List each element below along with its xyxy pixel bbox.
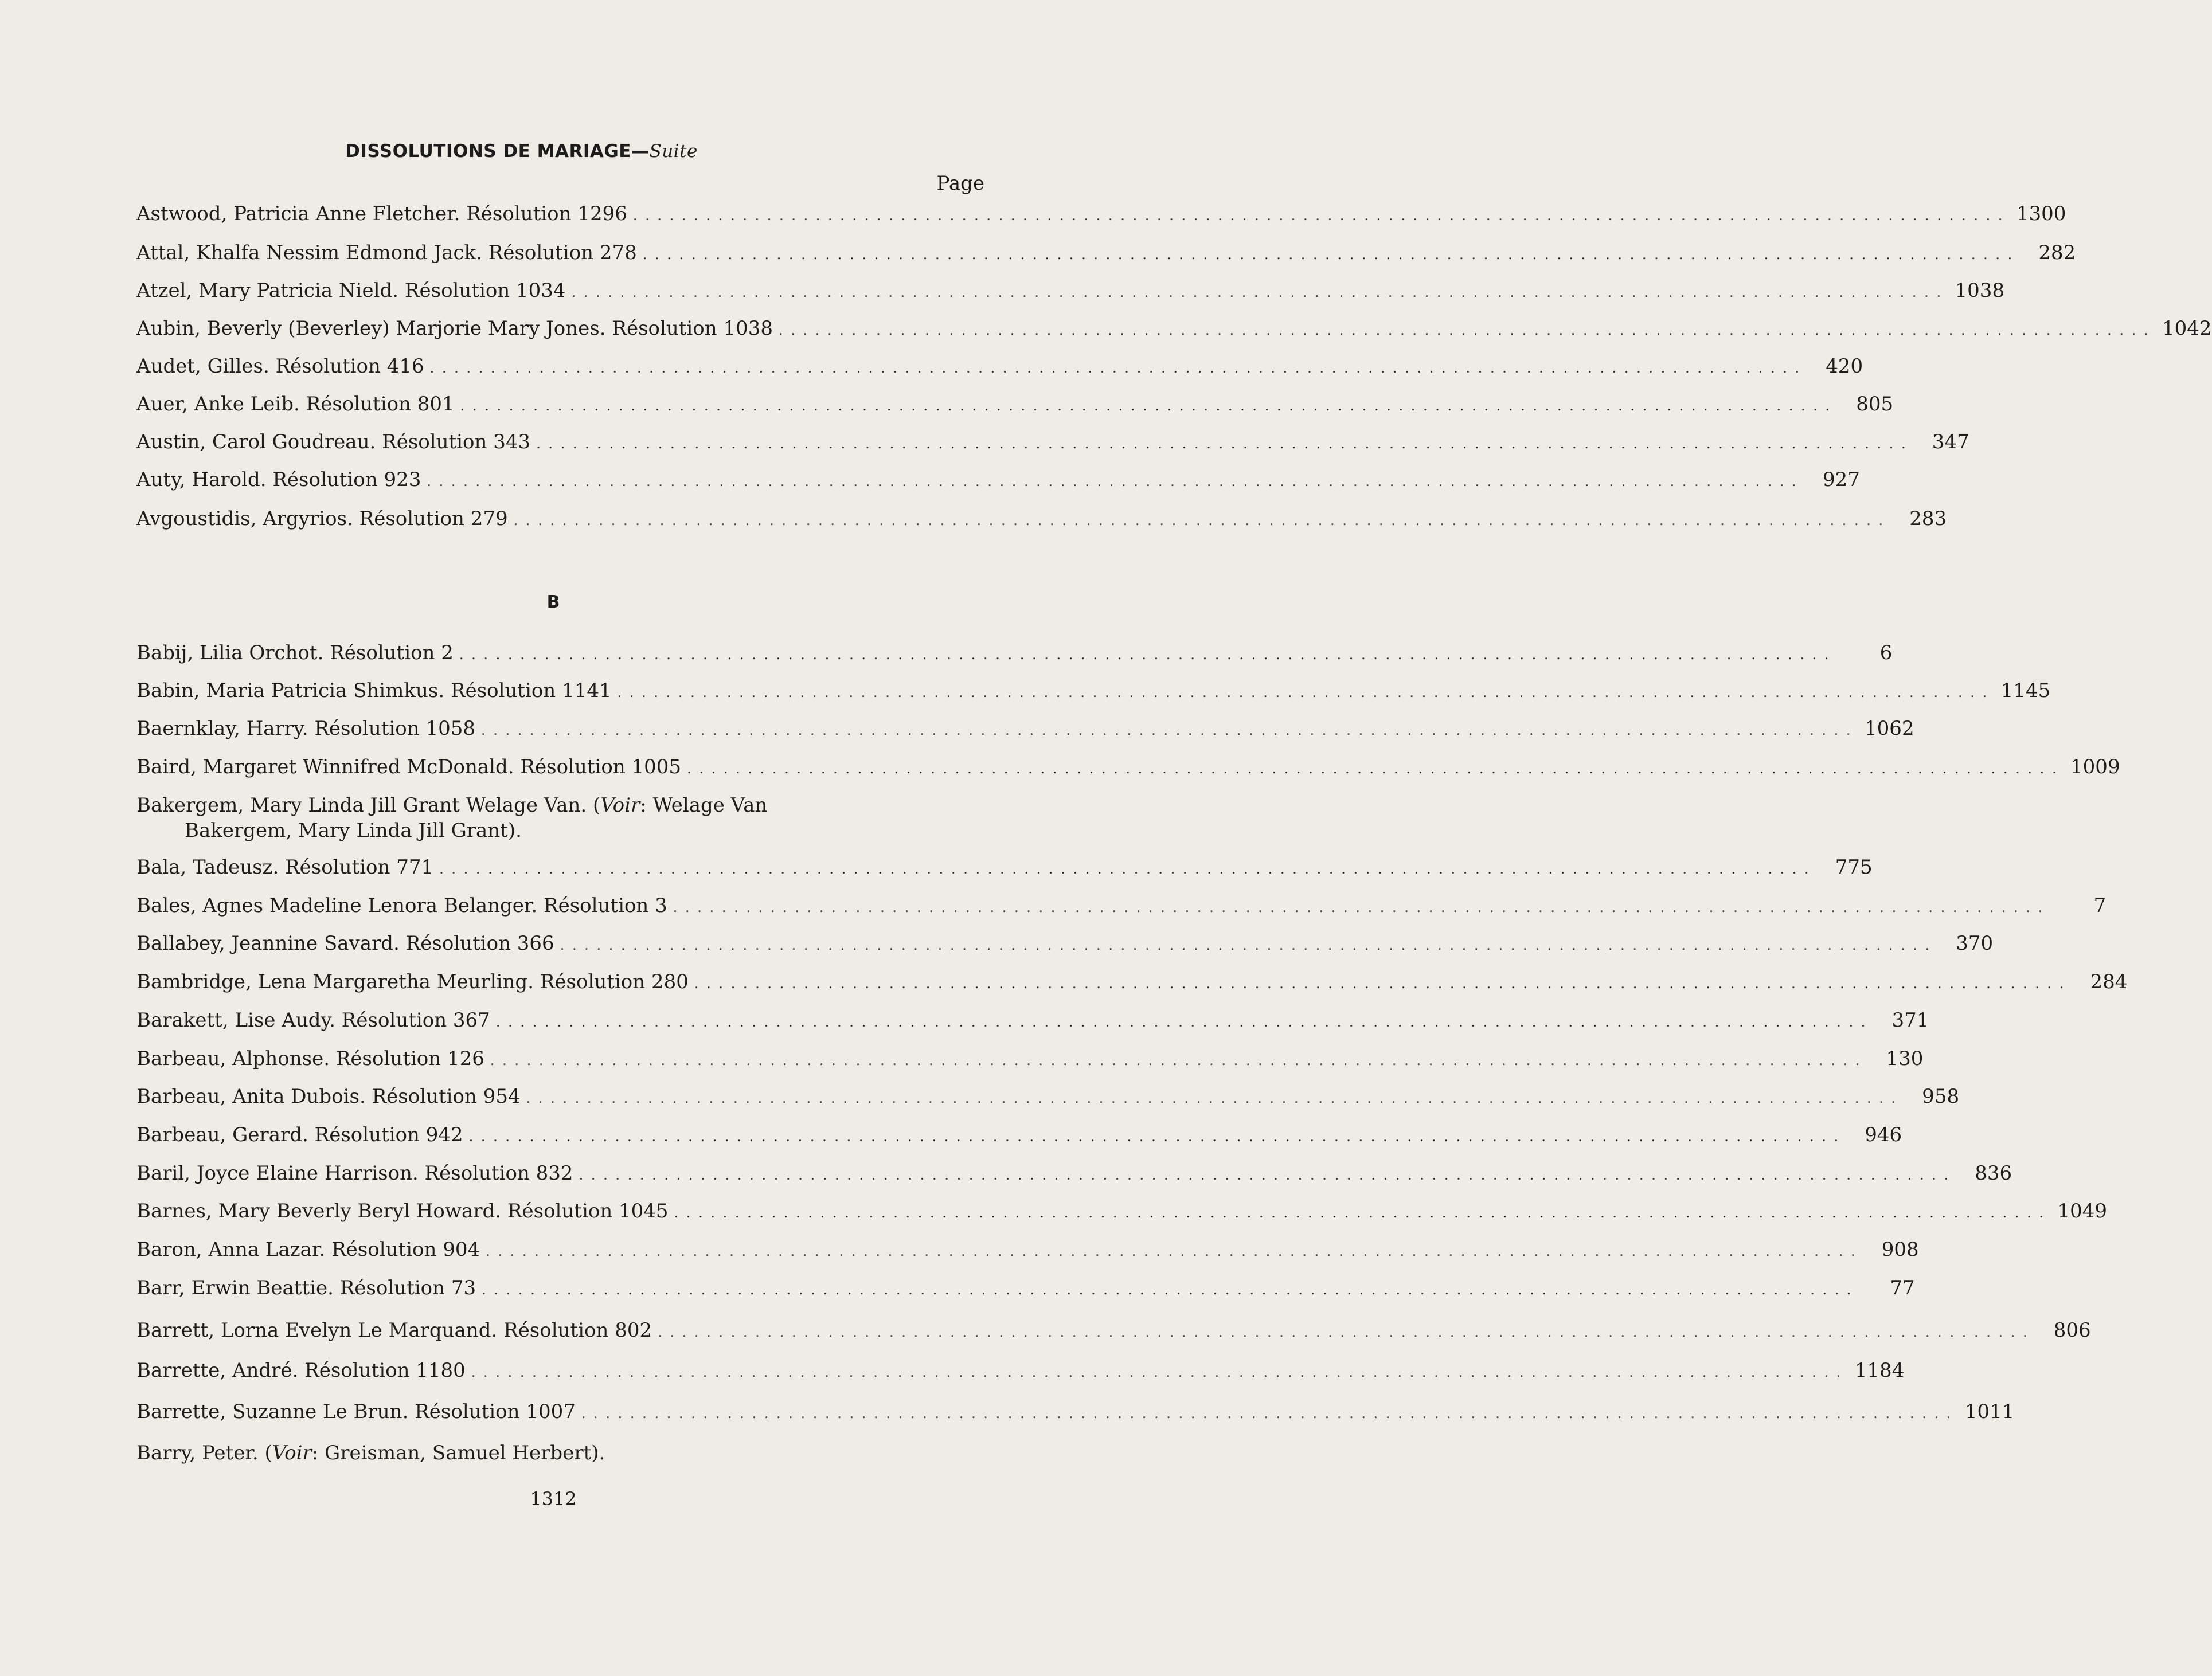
- page-column-label: Page: [936, 172, 984, 195]
- dot-leader: . . . . . . . . . . . . . . . . . . . . . . . . . . . . . . . . . . . . . . . . . . . . . . . . . . . . . . . . . . . . . . . . . . . . . . . . . . . . . . . . . . . . . . . . . . . . . . . . . . . . . . . . . . . . . . . . .: [673, 899, 2045, 915]
- entry-name: Bales, Agnes Madeline Lenora Belanger. Résolution 3: [136, 894, 667, 917]
- index-entry: [136, 277, 2005, 304]
- index-entry: [136, 1236, 1919, 1263]
- index-entry: [136, 1083, 1960, 1110]
- heading-suite: Suite: [649, 141, 698, 162]
- dot-leader: . . . . . . . . . . . . . . . . . . . . . . . . . . . . . . . . . . . . . . . . . . . . . . . . . . . . . . . . . . . . . . . . . . . . . . . . . . . . . . . . . . . . . . . . . . . . . . . . . . . . . . . . . . . . . . . . .: [427, 473, 1798, 490]
- entry-name: Auer, Anke Leib. Résolution 801: [136, 393, 455, 416]
- entry-page: 927: [1822, 468, 1860, 491]
- entry-name: Barakett, Lise Audy. Résolution 367: [136, 1009, 490, 1032]
- entry-page: 1049: [2057, 1200, 2108, 1223]
- entry-name: Baernklay, Harry. Résolution 1058: [136, 717, 475, 740]
- entry-name: Babij, Lilia Orchot. Résolution 2: [136, 641, 454, 664]
- entry-page: 1300: [2016, 202, 2066, 225]
- index-entry: [136, 391, 1894, 417]
- index-entry: [136, 1317, 2091, 1344]
- entry-name: Astwood, Patricia Anne Fletcher. Résolution 1296: [136, 202, 627, 225]
- entry-page: 371: [1891, 1009, 1929, 1032]
- index-entry: [136, 1399, 2015, 1425]
- entry-page: 806: [2053, 1319, 2091, 1342]
- voir-label: Voir: [272, 1442, 312, 1464]
- xref-prefix: Barry, Peter. (: [136, 1442, 272, 1464]
- entry-name: Barrette, Suzanne Le Brun. Résolution 1007: [136, 1400, 576, 1423]
- index-entry: [136, 1122, 1902, 1148]
- index-entry: [136, 353, 1863, 379]
- entry-page: 1038: [1955, 279, 2005, 302]
- index-entry: [136, 1160, 2012, 1186]
- xref-text: [136, 1440, 611, 1466]
- entry-page: 1145: [2000, 679, 2051, 702]
- index-entry: [136, 1198, 2108, 1224]
- xref-line1-prefix: Bakergem, Mary Linda Jill Grant Welage Van. (: [136, 794, 601, 817]
- index-entry: [136, 201, 2066, 227]
- index-entry: [136, 429, 1969, 455]
- index-entry: [136, 240, 2076, 266]
- index-entry: [136, 854, 1873, 880]
- entry-page: 1009: [2070, 755, 2120, 778]
- dot-leader: . . . . . . . . . . . . . . . . . . . . . . . . . . . . . . . . . . . . . . . . . . . . . . . . . . . . . . . . . . . . . . . . . . . . . . . . . . . . . . . . . . . . . . . . . . . . . . . . . . . . . . . . . . . . . . . . .: [482, 1282, 1853, 1298]
- entry-name: Baril, Joyce Elaine Harrison. Résolution 832: [136, 1162, 573, 1185]
- entry-name: Barbeau, Gerard. Résolution 942: [136, 1123, 463, 1146]
- xref-line1-suffix: : Welage Van: [640, 794, 768, 817]
- entry-name: Atzel, Mary Patricia Nield. Résolution 1034: [136, 279, 566, 302]
- index-entry: [136, 1275, 1915, 1301]
- cross-reference-entry: [136, 793, 925, 843]
- entry-name: Barrette, André. Résolution 1180: [136, 1359, 466, 1382]
- section-heading: [0, 141, 1043, 162]
- heading-title: DISSOLUTIONS DE MARIAGE—: [345, 141, 650, 162]
- index-entry: [136, 506, 1947, 532]
- index-entry: [136, 754, 2120, 780]
- entry-page: 130: [1886, 1047, 1924, 1070]
- entry-name: Barnes, Mary Beverly Beryl Howard. Résolution 1045: [136, 1200, 669, 1223]
- section-letter-b: B: [546, 592, 560, 612]
- cross-reference-entry: [136, 1440, 985, 1466]
- dot-leader: . . . . . . . . . . . . . . . . . . . . . . . . . . . . . . . . . . . . . . . . . . . . . . . . . . . . . . . . . . . . . . . . . . . . . . . . . . . . . . . . . . . . . . . . . . . . . . . . . . . . . . . . . . . . . . . . .: [480, 722, 1853, 738]
- index-entry: [136, 1045, 1924, 1072]
- entry-page: 805: [1856, 393, 1894, 416]
- index-entry: [136, 467, 1860, 493]
- index-entry: [136, 678, 2051, 704]
- dot-leader: . . . . . . . . . . . . . . . . . . . . . . . . . . . . . . . . . . . . . . . . . . . . . . . . . . . . . . . . . . . . . . . . . . . . . . . . . . . . . . . . . . . . . . . . . . . . . . . . . . . . . . . . . . . . . . . . .: [779, 322, 2150, 338]
- dot-leader: . . . . . . . . . . . . . . . . . . . . . . . . . . . . . . . . . . . . . . . . . . . . . . . . . . . . . . . . . . . . . . . . . . . . . . . . . . . . . . . . . . . . . . . . . . . . . . . . . . . . . . . . . . . . . . . . .: [459, 647, 1831, 663]
- entry-name: Barbeau, Anita Dubois. Résolution 954: [136, 1085, 521, 1108]
- index-entry: [136, 315, 2212, 342]
- entry-name: Baron, Anna Lazar. Résolution 904: [136, 1238, 480, 1261]
- entry-name: Bambridge, Lena Margaretha Meurling. Résolution 280: [136, 970, 689, 993]
- dot-leader: . . . . . . . . . . . . . . . . . . . . . . . . . . . . . . . . . . . . . . . . . . . . . . . . . . . . . . . . . . . . . . . . . . . . . . . . . . . . . . . . . . . . . . . . . . . . . . . . . . . . . . . . . . . . . . . . .: [486, 1243, 1857, 1259]
- dot-leader: . . . . . . . . . . . . . . . . . . . . . . . . . . . . . . . . . . . . . . . . . . . . . . . . . . . . . . . . . . . . . . . . . . . . . . . . . . . . . . . . . . . . . . . . . . . . . . . . . . . . . . . . . . . . . . . . .: [526, 1090, 1898, 1106]
- entry-name: Bala, Tadeusz. Résolution 771: [136, 856, 434, 879]
- entry-page: 420: [1826, 355, 1863, 378]
- entry-page: 946: [1865, 1123, 1902, 1146]
- entry-page: 1184: [1854, 1359, 1905, 1382]
- entry-name: Babin, Maria Patricia Shimkus. Résolution 1141: [136, 679, 612, 702]
- index-entry: [136, 930, 1994, 957]
- index-entry: [136, 640, 1893, 666]
- entry-page: 1011: [1964, 1400, 2015, 1423]
- entry-page: 908: [1881, 1238, 1919, 1261]
- entry-name: Ballabey, Jeannine Savard. Résolution 366: [136, 932, 554, 955]
- entry-page: 1042: [2162, 317, 2212, 340]
- dot-leader: . . . . . . . . . . . . . . . . . . . . . . . . . . . . . . . . . . . . . . . . . . . . . . . . . . . . . . . . . . . . . . . . . . . . . . . . . . . . . . . . . . . . . . . . . . . . . . . . . . . . . . . . . . . . . . . . .: [642, 246, 2014, 263]
- entry-name: Avgoustidis, Argyrios. Résolution 279: [136, 507, 508, 530]
- dot-leader: . . . . . . . . . . . . . . . . . . . . . . . . . . . . . . . . . . . . . . . . . . . . . . . . . . . . . . . . . . . . . . . . . . . . . . . . . . . . . . . . . . . . . . . . . . . . . . . . . . . . . . . . . . . . . . . . .: [495, 1014, 1867, 1030]
- index-entry: [136, 1357, 1905, 1384]
- entry-name: Baird, Margaret Winnifred McDonald. Résolution 1005: [136, 755, 682, 778]
- entry-page: 836: [1975, 1162, 2012, 1185]
- dot-leader: . . . . . . . . . . . . . . . . . . . . . . . . . . . . . . . . . . . . . . . . . . . . . . . . . . . . . . . . . . . . . . . . . . . . . . . . . . . . . . . . . . . . . . . . . . . . . . . . . . . . . . . . . . . . . . . . .: [439, 861, 1811, 877]
- dot-leader: . . . . . . . . . . . . . . . . . . . . . . . . . . . . . . . . . . . . . . . . . . . . . . . . . . . . . . . . . . . . . . . . . . . . . . . . . . . . . . . . . . . . . . . . . . . . . . . . . . . . . . . . . . . . . . . . .: [513, 512, 1885, 528]
- entry-name: Barrett, Lorna Evelyn Le Marquand. Résolution 802: [136, 1319, 652, 1342]
- xref-suffix: : Greisman, Samuel Herbert).: [311, 1442, 605, 1464]
- entry-name: Barbeau, Alphonse. Résolution 126: [136, 1047, 484, 1070]
- entry-name: Attal, Khalfa Nessim Edmond Jack. Résolution 278: [136, 241, 637, 264]
- entry-name: Aubin, Beverly (Beverley) Marjorie Mary Jones. Résolution 1038: [136, 317, 773, 340]
- dot-leader: . . . . . . . . . . . . . . . . . . . . . . . . . . . . . . . . . . . . . . . . . . . . . . . . . . . . . . . . . . . . . . . . . . . . . . . . . . . . . . . . . . . . . . . . . . . . . . . . . . . . . . . . . . . . . . . . .: [471, 1364, 1843, 1380]
- entry-page: 77: [1890, 1276, 1915, 1299]
- entry-name: Auty, Harold. Résolution 923: [136, 468, 421, 491]
- entry-name: Austin, Carol Goudreau. Résolution 343: [136, 430, 531, 453]
- dot-leader: . . . . . . . . . . . . . . . . . . . . . . . . . . . . . . . . . . . . . . . . . . . . . . . . . . . . . . . . . . . . . . . . . . . . . . . . . . . . . . . . . . . . . . . . . . . . . . . . . . . . . . . . . . . . . . . . .: [617, 684, 1989, 700]
- entry-page: 282: [2038, 241, 2076, 264]
- dot-leader: . . . . . . . . . . . . . . . . . . . . . . . . . . . . . . . . . . . . . . . . . . . . . . . . . . . . . . . . . . . . . . . . . . . . . . . . . . . . . . . . . . . . . . . . . . . . . . . . . . . . . . . . . . . . . . . . .: [468, 1129, 1840, 1145]
- entry-page: 283: [1909, 507, 1947, 530]
- entry-page: 958: [1922, 1085, 1960, 1108]
- dot-leader: . . . . . . . . . . . . . . . . . . . . . . . . . . . . . . . . . . . . . . . . . . . . . . . . . . . . . . . . . . . . . . . . . . . . . . . . . . . . . . . . . . . . . . . . . . . . . . . . . . . . . . . . . . . . . . . . .: [429, 360, 1801, 376]
- xref-line2: Bakergem, Mary Linda Jill Grant).: [185, 819, 522, 842]
- index-entry: [136, 892, 2107, 919]
- dot-leader: . . . . . . . . . . . . . . . . . . . . . . . . . . . . . . . . . . . . . . . . . . . . . . . . . . . . . . . . . . . . . . . . . . . . . . . . . . . . . . . . . . . . . . . . . . . . . . . . . . . . . . . . . . . . . . . . .: [571, 284, 1943, 300]
- dot-leader: . . . . . . . . . . . . . . . . . . . . . . . . . . . . . . . . . . . . . . . . . . . . . . . . . . . . . . . . . . . . . . . . . . . . . . . . . . . . . . . . . . . . . . . . . . . . . . . . . . . . . . . . . . . . . . . . .: [536, 436, 1908, 452]
- dot-leader: . . . . . . . . . . . . . . . . . . . . . . . . . . . . . . . . . . . . . . . . . . . . . . . . . . . . . . . . . . . . . . . . . . . . . . . . . . . . . . . . . . . . . . . . . . . . . . . . . . . . . . . . . . . . . . . . .: [490, 1052, 1862, 1068]
- dot-leader: . . . . . . . . . . . . . . . . . . . . . . . . . . . . . . . . . . . . . . . . . . . . . . . . . . . . . . . . . . . . . . . . . . . . . . . . . . . . . . . . . . . . . . . . . . . . . . . . . . . . . . . . . . . . . . . . .: [579, 1167, 1951, 1183]
- entry-name: Barr, Erwin Beattie. Résolution 73: [136, 1276, 476, 1299]
- index-entry: [136, 715, 1914, 742]
- entry-page: 284: [2090, 970, 2128, 993]
- dot-leader: . . . . . . . . . . . . . . . . . . . . . . . . . . . . . . . . . . . . . . . . . . . . . . . . . . . . . . . . . . . . . . . . . . . . . . . . . . . . . . . . . . . . . . . . . . . . . . . . . . . . . . . . . . . . . . . . .: [632, 207, 2004, 224]
- entry-page: 347: [1932, 430, 1969, 453]
- page-number: 1312: [530, 1488, 577, 1510]
- entry-page: 1062: [1864, 717, 1914, 740]
- dot-leader: . . . . . . . . . . . . . . . . . . . . . . . . . . . . . . . . . . . . . . . . . . . . . . . . . . . . . . . . . . . . . . . . . . . . . . . . . . . . . . . . . . . . . . . . . . . . . . . . . . . . . . . . . . . . . . . . .: [674, 1205, 2046, 1221]
- dot-leader: . . . . . . . . . . . . . . . . . . . . . . . . . . . . . . . . . . . . . . . . . . . . . . . . . . . . . . . . . . . . . . . . . . . . . . . . . . . . . . . . . . . . . . . . . . . . . . . . . . . . . . . . . . . . . . . . .: [560, 937, 1932, 953]
- entry-page: 775: [1835, 856, 1873, 879]
- dot-leader: . . . . . . . . . . . . . . . . . . . . . . . . . . . . . . . . . . . . . . . . . . . . . . . . . . . . . . . . . . . . . . . . . . . . . . . . . . . . . . . . . . . . . . . . . . . . . . . . . . . . . . . . . . . . . . . . .: [460, 398, 1832, 414]
- index-entry: [136, 969, 2128, 995]
- dot-leader: . . . . . . . . . . . . . . . . . . . . . . . . . . . . . . . . . . . . . . . . . . . . . . . . . . . . . . . . . . . . . . . . . . . . . . . . . . . . . . . . . . . . . . . . . . . . . . . . . . . . . . . . . . . . . . . . .: [581, 1405, 1953, 1422]
- dot-leader: . . . . . . . . . . . . . . . . . . . . . . . . . . . . . . . . . . . . . . . . . . . . . . . . . . . . . . . . . . . . . . . . . . . . . . . . . . . . . . . . . . . . . . . . . . . . . . . . . . . . . . . . . . . . . . . . .: [694, 976, 2066, 992]
- index-entry: [136, 1007, 1929, 1033]
- entry-page: 370: [1956, 932, 1994, 955]
- entry-name: Audet, Gilles. Résolution 416: [136, 355, 424, 378]
- entry-page: 7: [2093, 894, 2107, 917]
- dot-leader: . . . . . . . . . . . . . . . . . . . . . . . . . . . . . . . . . . . . . . . . . . . . . . . . . . . . . . . . . . . . . . . . . . . . . . . . . . . . . . . . . . . . . . . . . . . . . . . . . . . . . . . . . . . . . . . . .: [658, 1324, 2029, 1340]
- voir-label: Voir: [600, 794, 640, 817]
- entry-page: 6: [1879, 641, 1893, 664]
- dot-leader: . . . . . . . . . . . . . . . . . . . . . . . . . . . . . . . . . . . . . . . . . . . . . . . . . . . . . . . . . . . . . . . . . . . . . . . . . . . . . . . . . . . . . . . . . . . . . . . . . . . . . . . . . . . . . . . . .: [687, 761, 2058, 777]
